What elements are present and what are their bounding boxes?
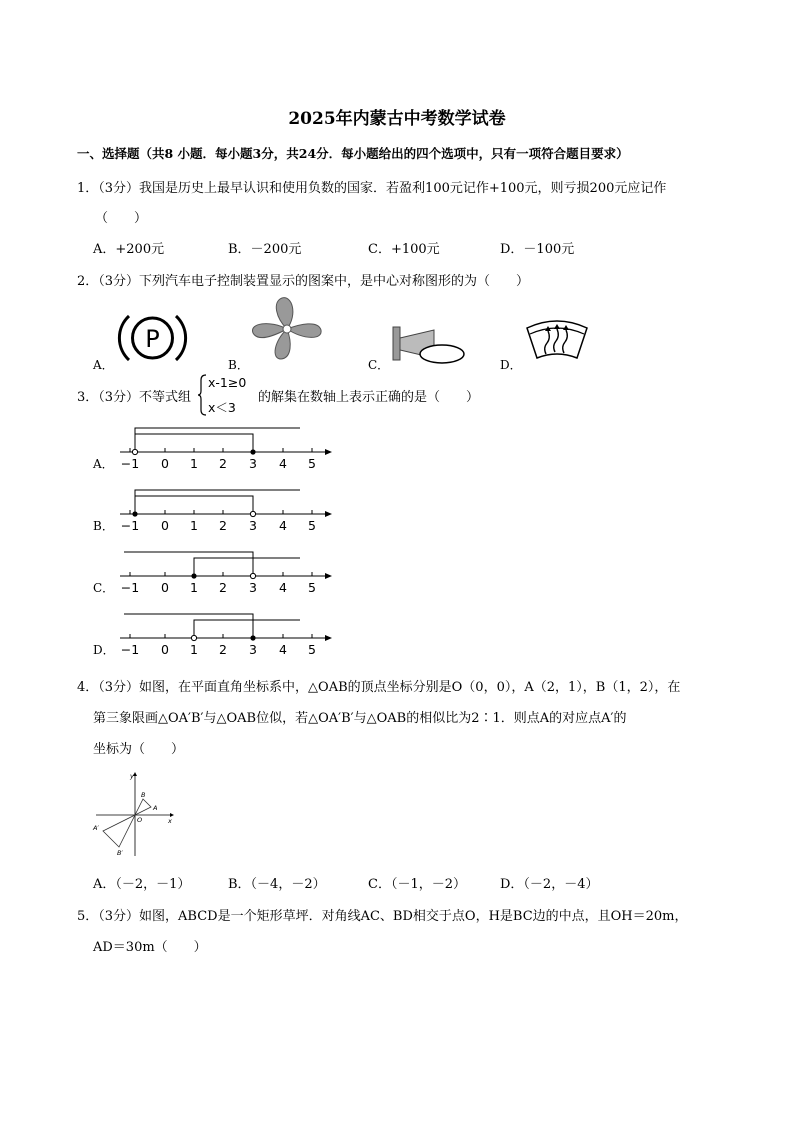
svg-text:4: 4 — [279, 580, 287, 595]
question-1-text: 1．（3分）我国是历史上最早认识和使用负数的国家．若盈利100元记作+100元，则亏损200元应记作 — [77, 181, 667, 196]
brace-icon — [197, 374, 207, 416]
svg-text:1: 1 — [190, 518, 198, 533]
svg-text:B′: B′ — [117, 849, 123, 857]
svg-text:0: 0 — [161, 642, 169, 657]
section-heading: 一、选择题（共8 小题．每小题3分，共24分．每小题给出的四个选项中，只有一项符合题目要求） — [77, 146, 629, 161]
question-5-line-1: 5．（3分）如图，ABCD是一个矩形草坪．对角线AC、BD相交于点O，H是BC边的中点，且OH＝20m， — [77, 909, 688, 924]
q4-option-d: D．（－2，－4） — [500, 877, 599, 892]
svg-text:2: 2 — [219, 580, 227, 595]
inequality-2: x＜3 — [208, 400, 236, 415]
q4-option-c: C．（－1，－2） — [368, 877, 466, 892]
page-title: 2025年内蒙古中考数学试卷 — [288, 109, 506, 129]
question-3-suffix: 的解集在数轴上表示正确的是（ ） — [258, 390, 480, 405]
q2-label-d: D． — [500, 358, 522, 372]
q4-option-a: A．（－2，－1） — [93, 877, 191, 892]
number-line-d — [120, 614, 332, 657]
svg-text:1: 1 — [190, 642, 198, 657]
svg-text:3: 3 — [249, 642, 257, 657]
svg-text:0: 0 — [161, 580, 169, 595]
svg-text:4: 4 — [279, 642, 287, 657]
number-line-a — [120, 428, 332, 471]
svg-text:2: 2 — [219, 456, 227, 471]
question-1-blank: （ ） — [95, 211, 148, 226]
q2-label-b: B． — [228, 358, 249, 372]
horn-icon — [390, 322, 466, 366]
coordinate-figure — [90, 770, 180, 860]
q1-option-c: C．+100元 — [368, 242, 440, 257]
svg-text:A′: A′ — [93, 824, 99, 832]
question-4-line-1: 4．（3分）如图，在平面直角坐标系中，△OAB的顶点坐标分别是O（0，0），A（2，1），B（1，2），在 — [77, 680, 681, 695]
q1-option-a: A．+200元 — [93, 242, 165, 257]
svg-text:−1: −1 — [120, 518, 140, 533]
question-2-text: 2．（3分）下列汽车电子控制装置显示的图案中，是中心对称图形的为（ ） — [77, 274, 530, 289]
question-4-line-2: 第三象限画△OA′B′与△OAB位似，若△OA′B′与△OAB的相似比为2∶1．则点A的对应点A′的 — [93, 711, 627, 726]
question-4-line-3: 坐标为（ ） — [93, 742, 185, 757]
svg-text:1: 1 — [190, 456, 198, 471]
svg-text:3: 3 — [249, 518, 257, 533]
svg-text:2: 2 — [219, 642, 227, 657]
parking-brake-icon — [115, 308, 190, 366]
svg-text:−1: −1 — [120, 642, 140, 657]
q3-label-d: D． — [93, 643, 115, 657]
svg-text:0: 0 — [161, 456, 169, 471]
svg-text:x: x — [168, 817, 172, 825]
number-line-figures — [112, 420, 342, 670]
q3-label-b: B． — [93, 519, 114, 533]
svg-text:5: 5 — [308, 456, 316, 471]
defroster-icon — [525, 316, 589, 362]
svg-text:5: 5 — [308, 580, 316, 595]
svg-text:4: 4 — [279, 456, 287, 471]
q2-label-c: C． — [368, 358, 390, 372]
svg-text:3: 3 — [249, 580, 257, 595]
number-line-c — [120, 552, 332, 595]
number-line-b — [120, 490, 332, 533]
svg-text:0: 0 — [161, 518, 169, 533]
svg-text:−1: −1 — [120, 580, 140, 595]
svg-text:5: 5 — [308, 518, 316, 533]
svg-text:O: O — [137, 816, 143, 824]
svg-text:1: 1 — [190, 580, 198, 595]
svg-text:B: B — [141, 791, 146, 799]
q2-label-a: A． — [93, 358, 114, 372]
svg-text:A: A — [153, 804, 158, 812]
svg-text:y: y — [130, 772, 134, 780]
q4-option-b: B．（－4，－2） — [228, 877, 326, 892]
q1-option-b: B．－200元 — [228, 242, 302, 257]
parking-letter: P — [145, 325, 160, 353]
q1-option-d: D．－100元 — [500, 242, 575, 257]
svg-text:2: 2 — [219, 518, 227, 533]
svg-text:−1: −1 — [120, 456, 140, 471]
question-3-prefix: 3．（3分）不等式组 — [77, 390, 192, 405]
svg-text:4: 4 — [279, 518, 287, 533]
fan-icon — [248, 296, 326, 362]
q3-label-a: A． — [93, 457, 114, 471]
inequality-1: x-1≥0 — [208, 375, 247, 390]
svg-text:5: 5 — [308, 642, 316, 657]
q3-label-c: C． — [93, 581, 115, 595]
question-5-line-2: AD＝30m（ ） — [93, 940, 207, 955]
svg-text:3: 3 — [249, 456, 257, 471]
